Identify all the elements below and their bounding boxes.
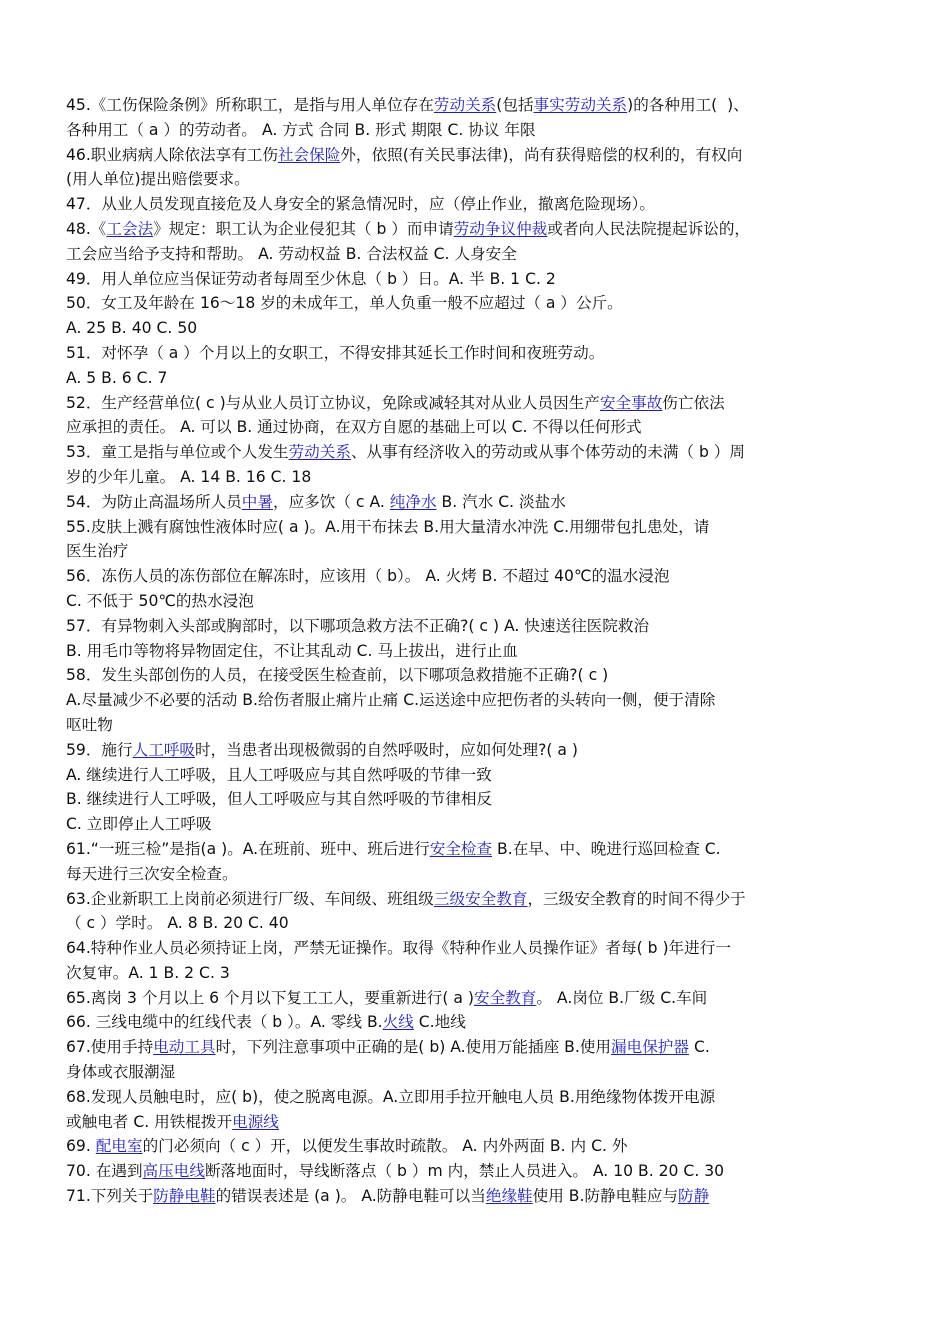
text-segment: 各种用工（ a ）的劳动者。 A. 方式 合同 B. 形式 期限 C. 协议 年限 (66, 120, 536, 139)
hyperlink[interactable]: 劳动争议仲裁 (453, 219, 548, 238)
text-segment: A. 继续进行人工呼吸，且人工呼吸应与其自然呼吸的节律一致 (66, 765, 492, 784)
text-segment: 63.企业新职工上岗前必须进行厂级、车间级、班组级 (66, 889, 434, 908)
text-segment: ，应多饮（ c A. (272, 492, 390, 511)
text-line (66, 291, 886, 316)
text-line (66, 1010, 886, 1035)
text-segment: )的各种用工( )、 (627, 96, 749, 114)
text-line (66, 1134, 886, 1159)
hyperlink[interactable]: 安全教育 (473, 988, 537, 1007)
text-segment: A. 25 B. 40 C. 50 (66, 319, 198, 338)
text-line (66, 837, 886, 862)
text-segment: 66. 三线电缆中的红线代表（ b ）。A. 零线 B. (66, 1013, 383, 1032)
text-line (66, 539, 886, 564)
text-segment: A.尽量减少不必要的活动 B.给伤者服止痛片止痛 C.运送途中应把伤者的头转向一侧，便于清除 (66, 691, 716, 710)
text-line (66, 589, 886, 614)
text-segment: 或者向人民法院提起诉讼的， (547, 219, 751, 238)
text-line (66, 391, 886, 416)
text-segment: 58．发生头部创伤的人员，在接受医生检查前，以下哪项急救措施不正确?( c ) (66, 666, 609, 685)
text-segment: 57．有异物刺入头部或胸部时，以下哪项急救方法不正确?( c ) A. 快速送往医院救治 (66, 616, 650, 635)
text-line (66, 663, 886, 688)
text-segment: 每天进行三次安全检查。 (66, 864, 238, 883)
text-line (66, 564, 886, 589)
text-line (66, 911, 886, 936)
text-segment: 54．为防止高温场所人员 (66, 492, 242, 511)
hyperlink[interactable]: 安全事故 (599, 393, 663, 412)
hyperlink[interactable]: 电源线 (232, 1112, 279, 1131)
text-segment: 的错误表述是 (a )。 A.防静电鞋可以当 (215, 1187, 486, 1206)
text-segment: 身体或衣服潮湿 (66, 1063, 176, 1082)
text-segment: 时，下列注意事项中正确的是( b) A.使用万能插座 B.使用 (215, 1038, 611, 1057)
text-segment: 70. 在遇到 (66, 1162, 143, 1181)
text-segment: 47．从业人员发现直接危及人身安全的紧急情况时，应（停止作业，撤离危险现场）。 (66, 195, 656, 214)
text-segment: B.在早、中、晚进行巡回检查 C. (492, 839, 721, 858)
text-segment: A. 5 B. 6 C. 7 (66, 368, 168, 387)
text-line (66, 639, 886, 664)
text-line (66, 961, 886, 986)
text-segment: 52．生产经营单位( c )与从业人员订立协议，免除或减轻其对从业人员因生产 (66, 393, 600, 412)
text-line (66, 1159, 886, 1184)
text-segment: 外，依照(有关民事法律)，尚有获得赔偿的权利的，有权向 (340, 145, 743, 164)
text-line (66, 167, 886, 192)
hyperlink[interactable]: 事实劳动关系 (533, 96, 628, 114)
text-segment: 48.《 (66, 219, 107, 238)
text-line (66, 763, 886, 788)
text-line (66, 440, 886, 465)
hyperlink[interactable]: 社会保险 (277, 145, 341, 164)
text-segment: C. 立即停止人工呼吸 (66, 815, 212, 834)
text-line (66, 465, 886, 490)
text-segment: 59．施行 (66, 740, 133, 759)
hyperlink[interactable]: 纯净水 (389, 492, 437, 511)
text-line (66, 1184, 886, 1209)
text-segment: (用人单位)提出赔偿要求。 (66, 170, 250, 189)
text-line (66, 887, 886, 912)
text-line (66, 118, 886, 143)
text-line (66, 986, 886, 1011)
hyperlink[interactable]: 防静电鞋 (153, 1187, 216, 1206)
hyperlink[interactable]: 三级安全教育 (433, 889, 528, 908)
text-segment: 。 A.岗位 B.厂级 C.车间 (536, 988, 708, 1007)
text-segment: 61.“一班三检”是指(a )。A.在班前、班中、班后进行 (66, 839, 430, 858)
text-line (66, 1085, 886, 1110)
text-line (66, 713, 886, 738)
text-segment: 断落地面时，导线断落点（ b ）m 内，禁止人员进入。 A. 10 B. 20 C. 30 (204, 1162, 725, 1181)
text-line (66, 1035, 886, 1060)
text-segment: 应承担的责任。 A. 可以 B. 通过协商，在双方自愿的基础上可以 C. 不得以任何形式 (66, 418, 642, 437)
text-segment: 49．用人单位应当保证劳动者每周至少休息（ b ）日。A. 半 B. 1 C. 2 (66, 269, 556, 288)
text-line (66, 1110, 886, 1135)
hyperlink[interactable]: 配电室 (95, 1137, 143, 1156)
text-segment: B. 用毛巾等物将异物固定住，不让其乱动 C. 马上拔出，进行止血 (66, 641, 518, 660)
text-segment: 、从事有经济收入的劳动或从事个体劳动的未满（ b ）周 (350, 443, 746, 462)
text-segment: 或触电者 C. 用铁棍拨开 (66, 1112, 233, 1131)
text-line (66, 192, 886, 217)
text-segment: 次复审。A. 1 B. 2 C. 3 (66, 963, 230, 982)
text-segment: 的门必须向（ c ）开，以便发生事故时疏散。 A. 内外两面 B. 内 C. 外 (142, 1137, 628, 1156)
text-segment: 56．冻伤人员的冻伤部位在解冻时，应该用（ b）。 A. 火烤 B. 不超过 40℃的温水浸泡 (66, 567, 670, 586)
hyperlink[interactable]: 绝缘鞋 (485, 1187, 533, 1206)
text-segment: 50．女工及年龄在 16～18 岁的未成年工，单人负重一般不应超过（ a ）公斤。 (66, 294, 623, 313)
hyperlink[interactable]: 人工呼吸 (132, 740, 196, 759)
text-segment: 呕吐物 (66, 715, 113, 734)
hyperlink[interactable]: 防静 (678, 1187, 710, 1206)
text-line (66, 267, 886, 292)
text-line (66, 242, 886, 267)
text-line (66, 862, 886, 887)
hyperlink[interactable]: 高压电线 (142, 1162, 205, 1181)
text-line (66, 515, 886, 540)
hyperlink[interactable]: 漏电保护器 (611, 1038, 689, 1057)
text-segment: 45.《工伤保险条例》所称职工，是指与用人单位存在 (66, 96, 434, 114)
text-segment: 工会应当给予支持和帮助。 A. 劳动权益 B. 合法权益 C. 人身安全 (66, 244, 517, 263)
text-segment: 68.发现人员触电时，应( b)，使之脱离电源。A.立即用手拉开触电人员 B.用绝缘物体拨开电源 (66, 1087, 716, 1106)
text-line (66, 217, 886, 242)
text-line (66, 93, 886, 118)
text-line (66, 316, 886, 341)
text-line (66, 688, 886, 713)
text-line (66, 812, 886, 837)
text-segment: 64.特种作业人员必须持证上岗，严禁无证操作。取得《特种作业人员操作证》者每( b )年进行一 (66, 939, 731, 958)
text-line (66, 490, 886, 515)
text-line (66, 614, 886, 639)
hyperlink[interactable]: 电动工具 (153, 1038, 216, 1057)
text-segment: 53．童工是指与单位或个人发生 (66, 443, 289, 462)
text-line (66, 1060, 886, 1085)
hyperlink[interactable]: 火线 (382, 1013, 414, 1032)
text-line (66, 936, 886, 961)
text-segment: 71.下列关于 (66, 1187, 154, 1206)
hyperlink[interactable]: 中暑 (241, 492, 273, 511)
text-line (66, 738, 886, 763)
text-segment: 46.职业病病人除依法享有工伤 (66, 145, 278, 164)
text-segment: 使用 B.防静电鞋应与 (532, 1187, 679, 1206)
text-segment: 时，当患者出现极微弱的自然呼吸时，应如何处理?( a ) (195, 740, 578, 759)
hyperlink[interactable]: 劳动关系 (288, 443, 351, 462)
text-segment: 伤亡依法 (662, 393, 725, 412)
text-line (66, 415, 886, 440)
text-line (66, 787, 886, 812)
text-segment: 医生治疗 (66, 542, 129, 561)
text-segment: (包括 (496, 96, 534, 114)
hyperlink[interactable]: 安全检查 (429, 839, 493, 858)
text-segment: 69. (66, 1137, 96, 1156)
text-segment: 67.使用手持 (66, 1038, 154, 1057)
text-segment: B. 汽水 C. 淡盐水 (436, 492, 566, 511)
text-segment: 65.离岗 3 个月以上 6 个月以下复工工人，要重新进行( a ) (66, 988, 474, 1007)
text-segment: 51．对怀孕（ a ）个月以上的女职工，不得安排其延长工作时间和夜班劳动。 (66, 343, 605, 362)
text-segment: C.地线 (413, 1013, 466, 1032)
text-segment: C. 不低于 50℃的热水浸泡 (66, 591, 254, 610)
text-line (66, 143, 886, 168)
text-segment: ，三级安全教育的时间不得少于 (527, 889, 746, 908)
hyperlink[interactable]: 劳动关系 (433, 96, 497, 114)
document-page (66, 93, 886, 1209)
text-segment: （ c ）学时。 A. 8 B. 20 C. 40 (66, 914, 289, 933)
text-segment: 》规定：职工认为企业侵犯其（ b ）而申请 (153, 219, 454, 238)
text-segment: C. (688, 1038, 710, 1057)
text-segment: 55.皮肤上溅有腐蚀性液体时应( a )。A.用干布抹去 B.用大量清水冲洗 C.用绷带包扎患处，请 (66, 517, 710, 536)
text-segment: 岁的少年儿童。 A. 14 B. 16 C. 18 (66, 467, 312, 486)
text-line (66, 341, 886, 366)
text-line (66, 366, 886, 391)
hyperlink[interactable]: 工会法 (106, 219, 154, 238)
text-segment: B. 继续进行人工呼吸，但人工呼吸应与其自然呼吸的节律相反 (66, 790, 493, 809)
